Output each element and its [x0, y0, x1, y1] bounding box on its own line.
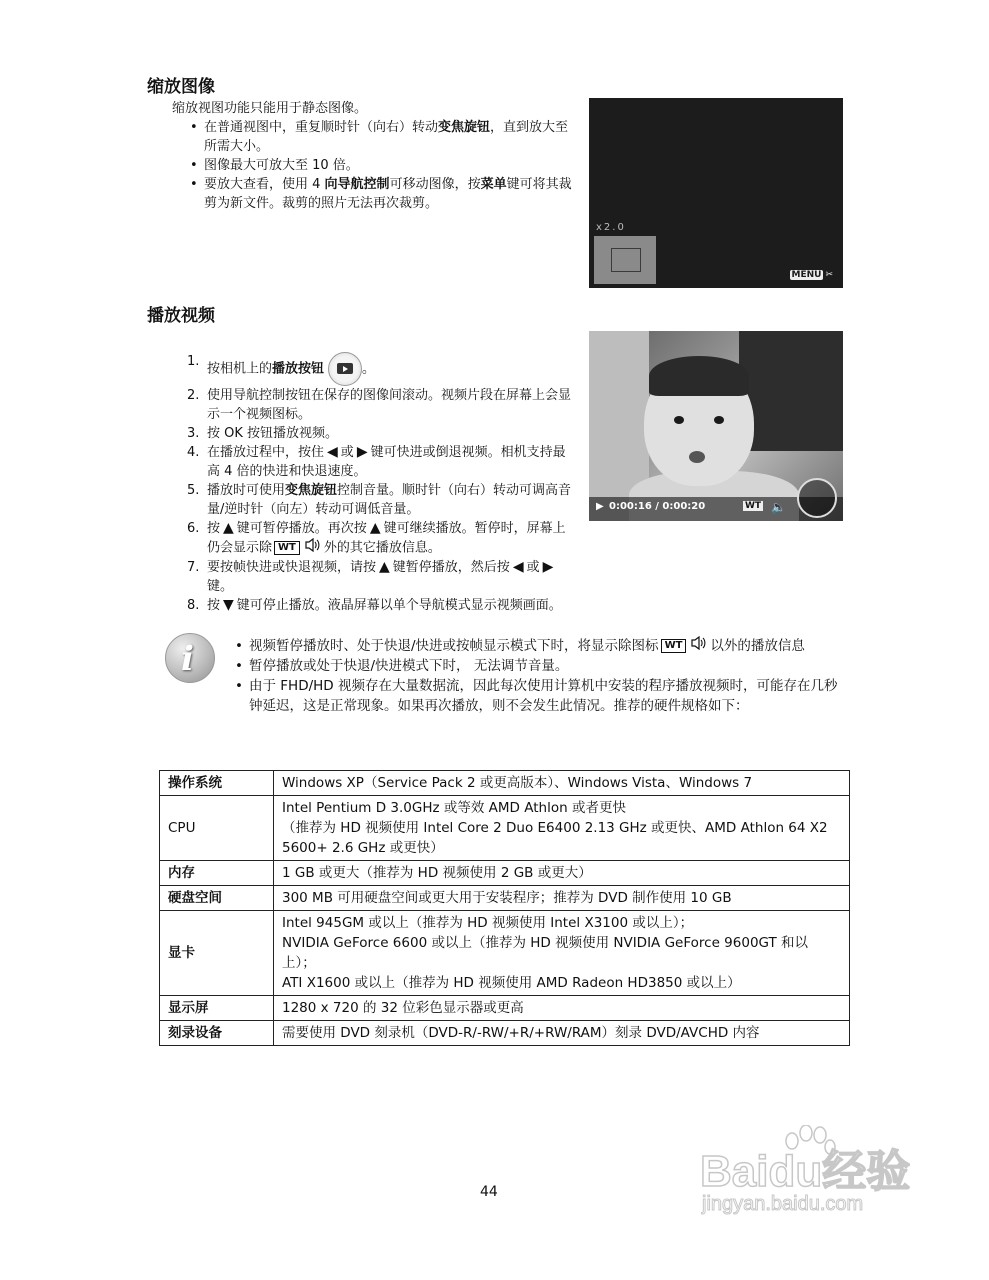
page-number: 44 — [480, 1184, 498, 1200]
text: 按相机上的 — [207, 361, 273, 377]
spec-key: 内存 — [160, 861, 274, 886]
text: NVIDIA GeForce 6600 或以上（推荐为 HD 视频使用 NVIDIA GeForce 9600GT 和以上）； — [282, 935, 809, 971]
up-arrow-icon: ▲ — [223, 520, 234, 536]
up-arrow-icon: ▲ — [379, 559, 390, 575]
text: 在普通视图中，重复顺时针（向右）转动 — [204, 120, 439, 135]
right-arrow-icon: ▶ — [542, 559, 554, 575]
zoom-bullet — [186, 175, 576, 213]
step-number: 8. — [187, 598, 200, 613]
spec-key: 硬盘空间 — [160, 886, 274, 911]
scissors-icon: ✂ — [825, 270, 833, 280]
notes-list — [231, 636, 843, 716]
step-number: 2. — [187, 388, 200, 403]
video-playback-screenshot — [589, 331, 843, 521]
table-row — [160, 911, 850, 996]
step-number: 4. — [187, 445, 200, 460]
baby-eye — [674, 416, 684, 424]
table-row — [160, 1021, 850, 1046]
text: 键可继续播放。暂停时，屏幕上仍会显示除 — [207, 521, 566, 556]
text: 以外的播放信息 — [710, 638, 805, 654]
spec-value — [274, 911, 850, 996]
step-item — [187, 424, 575, 443]
text: 要按帧快进或快退视频，请按 — [207, 560, 377, 575]
text: 要放大查看，使用 4 — [204, 177, 325, 192]
text: 。 — [362, 361, 376, 377]
text: ，直到放大至所需大小。 — [204, 120, 569, 154]
table-row — [160, 861, 850, 886]
spec-key: 操作系统 — [160, 771, 274, 796]
step-item — [187, 558, 575, 596]
video-section-title: 播放视频 — [147, 306, 215, 326]
text: ATI X1600 或以上（推荐为 HD 视频使用 AMD Radeon HD3850 或以上） — [282, 975, 741, 991]
step-item — [187, 519, 575, 558]
wt-zoom-icon: WT — [274, 541, 300, 555]
table-row — [160, 796, 850, 861]
zoom-bullet — [186, 156, 576, 175]
table-row — [160, 771, 850, 796]
text: 图像最大可放大至 10 倍。 — [204, 158, 359, 173]
step-item — [187, 443, 575, 481]
left-arrow-icon: ◀ — [512, 559, 524, 575]
step-number: 3. — [187, 426, 200, 441]
step-number: 1. — [187, 354, 200, 369]
watermark-logo: Baidu经验 — [700, 1147, 911, 1196]
text: 1 GB 或更大（推荐为 HD 视频使用 2 GB 或更大） — [282, 865, 592, 881]
text: 外的其它播放信息。 — [323, 540, 441, 556]
text: （推荐为 HD 视频使用 Intel Core 2 Duo E6400 2.13 GHz 或更快、AMD Athlon 64 X2 5600+ 2.6 GHz 或更快） — [282, 820, 828, 856]
baby-hair — [649, 356, 749, 396]
spec-key: 显示屏 — [160, 996, 274, 1021]
spec-value — [274, 861, 850, 886]
down-arrow-icon: ▼ — [223, 597, 234, 613]
zoom-bullet — [186, 118, 576, 156]
bold-term: 播放按钮 — [272, 361, 325, 377]
zoom-level-label: x2.0 — [596, 222, 626, 233]
text: 键。 — [207, 579, 234, 594]
bold-term: 变焦旋钮 — [285, 483, 338, 498]
step-number: 6. — [187, 521, 200, 536]
info-note-icon: i — [165, 633, 215, 683]
text: 键可将其裁剪为新文件。裁剪的照片无法再次裁剪。 — [204, 177, 572, 211]
note-item — [231, 656, 843, 676]
step-number: 5. — [187, 483, 200, 498]
speaker-icon — [691, 636, 707, 656]
text: 键可停止播放。液晶屏幕以单个导航模式显示视频画面。 — [236, 598, 562, 613]
table-row — [160, 996, 850, 1021]
spec-value — [274, 996, 850, 1021]
text: Intel Pentium D 3.0GHz 或等效 AMD Athlon 或者更快 — [282, 800, 626, 816]
menu-crop-hint — [790, 270, 834, 280]
step-item — [187, 386, 575, 424]
spec-value — [274, 886, 850, 911]
text: 按 OK 按钮播放视频。 — [207, 426, 339, 441]
zoom-bullet-list — [186, 118, 576, 213]
text: 可移动图像，按 — [389, 177, 481, 192]
text: 键可快进或倒退视频。相机支持最高 4 倍的快进和快退速度。 — [207, 445, 566, 479]
spec-value — [274, 796, 850, 861]
text: 视频暂停播放时、处于快退/快进或按帧显示模式下时，将显示除图标 — [249, 638, 659, 654]
menu-key: MENU — [791, 270, 822, 280]
baidu-watermark — [690, 1125, 920, 1215]
play-button-icon — [328, 352, 362, 386]
text: 暂停播放或处于快退/快进模式下时， 无法调节音量。 — [249, 658, 569, 674]
baby-eye — [714, 416, 724, 424]
play-icon: ▶ — [596, 501, 604, 512]
right-arrow-icon: ▶ — [356, 444, 368, 460]
hardware-spec-table — [159, 770, 850, 1046]
speaker-icon: 🔈 — [771, 500, 786, 514]
watermark-url: jingyan.baidu.com — [702, 1193, 864, 1215]
text: 使用导航控制按钮在保存的图像间滚动。视频片段在屏幕上会显示一个视频图标。 — [207, 388, 572, 422]
wt-zoom-icon: WT — [745, 501, 762, 511]
text: Windows XP（Service Pack 2 或更高版本）、Windows Vista、Windows 7 — [282, 775, 753, 791]
text: 在播放过程中，按住 — [207, 445, 325, 460]
zoom-screenshot — [589, 98, 843, 288]
text: 需要使用 DVD 刻录机（DVD-R/-RW/+R/+RW/RAM）刻录 DVD/AVCHD 内容 — [282, 1025, 760, 1041]
table-row — [160, 886, 850, 911]
spec-key: CPU — [160, 796, 274, 861]
bold-term: 菜单 — [480, 177, 507, 192]
zoom-viewport-frame — [611, 248, 641, 272]
zoom-navigator-thumbnail — [594, 236, 656, 284]
background-right — [739, 331, 843, 451]
zoom-section-title: 缩放图像 — [147, 77, 215, 97]
text: 300 MB 可用硬盘空间或更大用于安装程序；推荐为 DVD 制作使用 10 GB — [282, 890, 732, 906]
text: 控制音量。顺时针（向右）转动可调高音量/逆时针（向左）转动可调低音量。 — [207, 483, 572, 517]
note-item — [231, 636, 843, 656]
step-item — [187, 481, 575, 519]
wt-zoom-icon: WT — [661, 639, 687, 653]
speaker-icon — [305, 538, 321, 558]
playback-time: 0:00:16 / 0:00:20 — [609, 501, 706, 512]
spec-key: 显卡 — [160, 911, 274, 996]
text: 键暂停播放，然后按 — [392, 560, 510, 575]
left-arrow-icon: ◀ — [327, 444, 338, 460]
step-number: 7. — [187, 560, 200, 575]
spec-key: 刻录设备 — [160, 1021, 274, 1046]
up-arrow-icon: ▲ — [369, 520, 381, 536]
spec-value — [274, 1021, 850, 1046]
bold-term: 向导航控制 — [324, 177, 390, 192]
text: 1280 x 720 的 32 位彩色显示器或更高 — [282, 1000, 524, 1016]
spec-value — [274, 771, 850, 796]
text: 由于 FHD/HD 视频存在大量数据流，因此每次使用计算机中安装的程序播放视频时，可能存在几秒钟延迟，这是正常现象。如果再次播放，则不会发生此情况。推荐的硬件规格如下： — [249, 678, 838, 714]
baby-mouth — [689, 451, 705, 463]
zoom-intro: 缩放视图功能只能用于静态图像。 — [172, 101, 368, 116]
bold-term: 变焦旋钮 — [438, 120, 491, 135]
text: 播放时可使用 — [207, 483, 286, 498]
text: 按 — [207, 598, 221, 613]
text: 键可暂停播放。再次按 — [236, 521, 367, 536]
text: 或 — [340, 445, 354, 460]
note-item — [231, 676, 843, 716]
navigation-pad-icon — [797, 478, 837, 518]
video-steps — [187, 352, 575, 615]
text: 或 — [526, 560, 540, 575]
text: 按 — [207, 521, 221, 536]
step-item — [187, 352, 575, 386]
text: Intel 945GM 或以上（推荐为 HD 视频使用 Intel X3100 或以上）； — [282, 915, 694, 931]
step-item — [187, 596, 575, 615]
